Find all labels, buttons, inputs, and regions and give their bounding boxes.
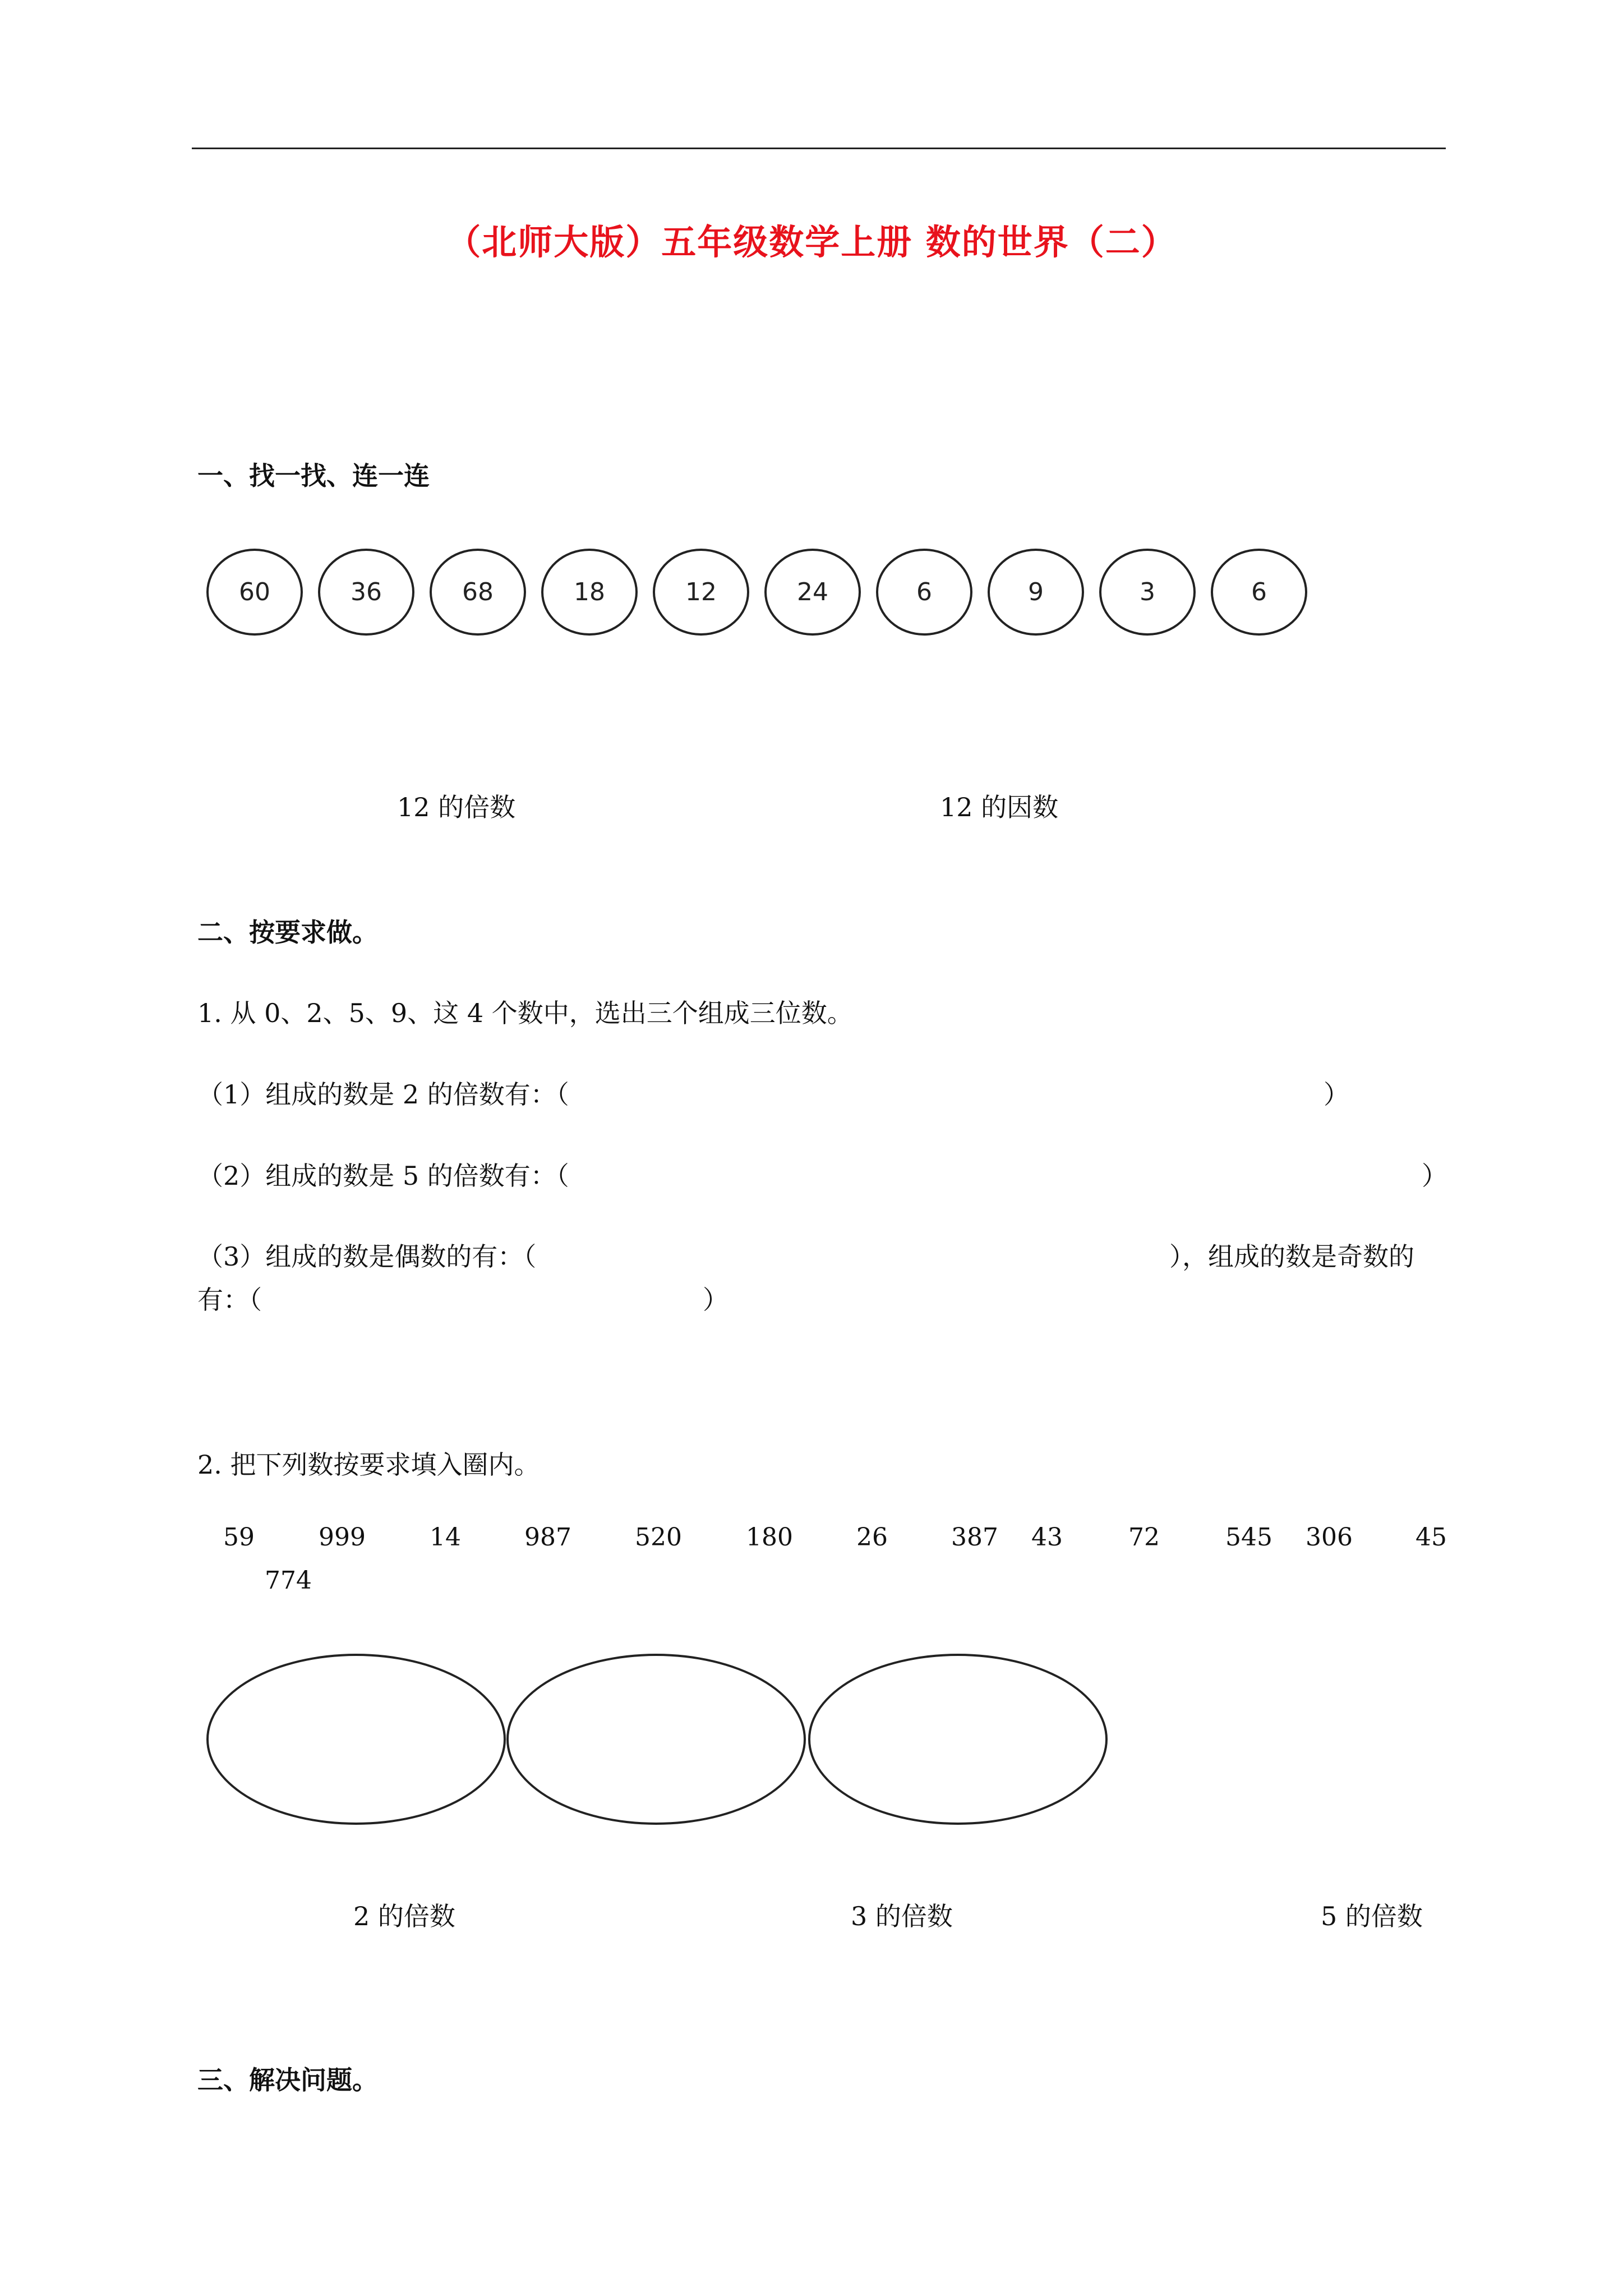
number-item: 43 (1031, 1523, 1063, 1552)
number-item: 387 (951, 1523, 998, 1552)
number-circle: 60 (206, 549, 303, 636)
number-circle: 24 (764, 549, 861, 636)
number-item: 306 (1306, 1523, 1353, 1552)
number-circle: 3 (1099, 549, 1196, 636)
q1-part3-mid: ），组成的数是奇数的 (1169, 1241, 1414, 1272)
answer-oval (808, 1654, 1108, 1825)
number-item: 72 (1128, 1523, 1160, 1552)
q1-part3-line2-prefix: 有：（ (197, 1285, 262, 1315)
number-item: 987 (524, 1523, 571, 1552)
number-circle: 18 (541, 549, 638, 636)
section-1-heading: 一、找一找、连一连 (197, 461, 430, 491)
answer-oval (206, 1654, 506, 1825)
label-factors-of-12: 12 的因数 (940, 792, 1059, 822)
number-item: 180 (746, 1523, 793, 1552)
number-item: 14 (430, 1523, 461, 1552)
number-circle: 68 (430, 549, 526, 636)
number-circle: 36 (318, 549, 414, 636)
number-item: 26 (856, 1523, 888, 1552)
header-rule (192, 148, 1446, 149)
label-multiples-of-2: 2 的倍数 (353, 1901, 455, 1931)
label-multiples-of-3: 3 的倍数 (851, 1901, 953, 1931)
q1-part2-close-paren: ） (1422, 1161, 1447, 1191)
number-item: 999 (319, 1523, 366, 1552)
question-2-stem: 2. 把下列数按要求填入圈内。 (197, 1450, 540, 1480)
number-item: 520 (635, 1523, 682, 1552)
number-item: 774 (265, 1566, 312, 1595)
q1-part1-prefix: （1）组成的数是 2 的倍数有：（ (197, 1079, 569, 1110)
answer-oval (506, 1654, 806, 1825)
number-circle: 6 (1211, 549, 1307, 636)
number-item: 45 (1415, 1523, 1447, 1552)
label-multiples-of-5: 5 的倍数 (1321, 1901, 1423, 1931)
q1-part3-prefix: （3）组成的数是偶数的有：（ (197, 1241, 537, 1272)
section-2-heading: 二、按要求做。 (197, 917, 378, 947)
number-circle: 6 (876, 549, 972, 636)
section-3-heading: 三、解决问题。 (197, 2065, 378, 2095)
number-circle: 12 (653, 549, 749, 636)
question-1-stem: 1. 从 0、2、5、9、这 4 个数中，选出三个组成三位数。 (197, 998, 853, 1028)
page-title: （北师大版）五年级数学上册 数的世界（二） (446, 222, 1177, 263)
number-circle: 9 (988, 549, 1084, 636)
label-multiples-of-12: 12 的倍数 (397, 792, 516, 822)
number-item: 545 (1225, 1523, 1272, 1552)
q1-part1-close-paren: ） (1324, 1079, 1349, 1110)
number-item: 59 (223, 1523, 255, 1552)
q1-part2-prefix: （2）组成的数是 5 的倍数有：（ (197, 1161, 569, 1191)
q1-part3-line2-close-paren: ） (703, 1285, 728, 1315)
